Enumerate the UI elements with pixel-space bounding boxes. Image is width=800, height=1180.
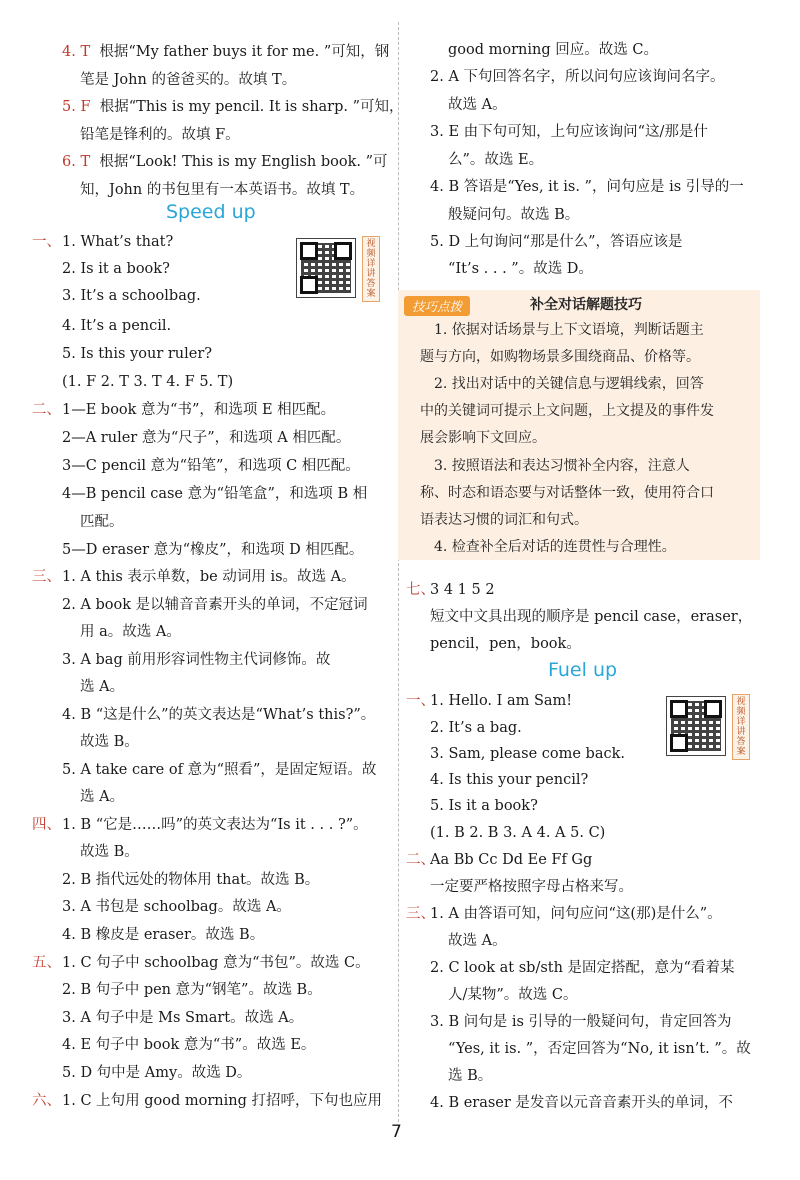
answer-5-line1: 5. F 根据“This is my pencil. It is sharp. ”可知， bbox=[62, 99, 404, 115]
f3-line: 人/某物”。故选 C。 bbox=[448, 987, 578, 1003]
answer-4-line2: 笔是 John 的爸爸买的。故填 T。 bbox=[80, 72, 297, 88]
s5-line: 2. B 句子中 pen 意为“钢笔”。故选 B。 bbox=[62, 982, 322, 998]
fuel-section-1-label: 一、 bbox=[406, 693, 435, 709]
answer-6-line2: 知，John 的书包里有一本英语书。故填 T。 bbox=[80, 182, 365, 198]
video-explain-label: 视频详讲答案 bbox=[732, 694, 750, 760]
section-3-label: 三、 bbox=[32, 569, 61, 585]
fuel-section-3-label: 三、 bbox=[406, 906, 435, 922]
f3-line: 选 B。 bbox=[448, 1068, 493, 1084]
s2-line: 5—D eraser 意为“橡皮”，和选项 D 相匹配。 bbox=[62, 542, 364, 558]
s3-line: 5. A take care of 意为“照看”，是固定短语。故 bbox=[62, 762, 377, 778]
qr-code-icon[interactable] bbox=[296, 238, 356, 298]
f1-line: 3. Sam, please come back. bbox=[430, 746, 625, 762]
answer-4-line1: 4. T 根据“My father buys it for me. ”可知，钢 bbox=[62, 44, 390, 60]
r7-line: pencil，pen，book。 bbox=[430, 636, 581, 652]
f3-line: “Yes, it is. ”，否定回答为“No, it isn’t. ”。故 bbox=[448, 1041, 751, 1057]
s1-line: 4. It’s a pencil. bbox=[62, 318, 172, 334]
r-line: 么”。故选 E。 bbox=[448, 152, 544, 168]
s5-line: 1. C 句子中 schoolbag 意为“书包”。故选 C。 bbox=[62, 955, 370, 971]
tips-badge: 技巧点拨 bbox=[404, 296, 470, 316]
r7-line: 3 4 1 5 2 bbox=[430, 582, 495, 598]
r-line: good morning 回应。故选 C。 bbox=[448, 42, 658, 58]
s4-line: 故选 B。 bbox=[80, 844, 139, 860]
s5-line: 4. E 句子中 book 意为“书”。故选 E。 bbox=[62, 1037, 316, 1053]
tip-line: 3. 按照语法和表达习惯补全内容，注意人 bbox=[434, 458, 690, 474]
f1-answer-key: (1. B 2. B 3. A 4. A 5. C) bbox=[430, 825, 606, 841]
tip-line: 展会影响下文回应。 bbox=[420, 430, 546, 446]
s2-line: 1—E book 意为“书”，和选项 E 相匹配。 bbox=[62, 402, 336, 418]
s1-answer-key: (1. F 2. T 3. T 4. F 5. T) bbox=[62, 374, 234, 390]
answer-5-line2: 铅笔是锋利的。故填 F。 bbox=[80, 127, 240, 143]
s2-line: 2—A ruler 意为“尺子”，和选项 A 相匹配。 bbox=[62, 430, 351, 446]
f3-line: 4. B eraser 是发音以元音音素开头的单词，不 bbox=[430, 1095, 733, 1111]
r-line: 般疑问句。故选 B。 bbox=[448, 207, 580, 223]
s1-line: 3. It’s a schoolbag. bbox=[62, 288, 201, 304]
r-line: 4. B 答语是“Yes, it is. ”，问句应是 is 引导的一 bbox=[430, 179, 744, 195]
s3-line: 2. A book 是以辅音音素开头的单词，不定冠词 bbox=[62, 597, 368, 613]
section-7-label: 七、 bbox=[406, 582, 435, 598]
tip-line: 题与方向，如购物场景多围绕商品、价格等。 bbox=[420, 349, 700, 365]
section-1-label: 一、 bbox=[32, 234, 61, 250]
f1-line: 4. Is this your pencil? bbox=[430, 772, 589, 788]
s3-line: 故选 B。 bbox=[80, 734, 139, 750]
qr-code-icon[interactable] bbox=[666, 696, 726, 756]
tip-line: 中的关键词可提示上文问题，上文提及的事件发 bbox=[420, 403, 714, 419]
s4-line: 1. B “它是……吗”的英文表达为“Is it . . . ?”。 bbox=[62, 817, 368, 833]
s5-line: 3. A 句子中是 Ms Smart。故选 A。 bbox=[62, 1010, 304, 1026]
section-5-label: 五、 bbox=[32, 955, 61, 971]
fuel-section-2-label: 二、 bbox=[406, 852, 435, 868]
tip-line: 称、时态和语态要与对话整体一致，使用符合口 bbox=[420, 485, 714, 501]
r7-line: 短文中文具出现的顺序是 pencil case，eraser， bbox=[430, 609, 753, 625]
speed-up-title: Speed up bbox=[166, 201, 256, 223]
tips-title: 补全对话解题技巧 bbox=[530, 297, 642, 313]
page-number: 7 bbox=[391, 1122, 402, 1142]
s4-line: 2. B 指代远处的物体用 that。故选 B。 bbox=[62, 872, 320, 888]
f1-line: 5. Is it a book? bbox=[430, 798, 538, 814]
f3-line: 故选 A。 bbox=[448, 933, 507, 949]
s3-line: 选 A。 bbox=[80, 679, 125, 695]
s5-line: 5. D 句中是 Amy。故选 D。 bbox=[62, 1065, 252, 1081]
s4-line: 3. A 书包是 schoolbag。故选 A。 bbox=[62, 899, 291, 915]
s3-line: 用 a。故选 A。 bbox=[80, 624, 181, 640]
s1-line: 5. Is this your ruler? bbox=[62, 346, 213, 362]
s2-line: 匹配。 bbox=[80, 514, 124, 530]
f1-line: 1. Hello. I am Sam! bbox=[430, 693, 573, 709]
r-line: 2. A 下句回答名字，所以问句应该询问名字。 bbox=[430, 69, 725, 85]
tips-box bbox=[398, 290, 760, 560]
s3-line: 4. B “这是什么”的英文表达是“What’s this?”。 bbox=[62, 707, 376, 723]
tip-line: 语表达习惯的词汇和句式。 bbox=[420, 512, 588, 528]
r-line: 3. E 由下句可知，上句应该询问“这/那是什 bbox=[430, 124, 708, 140]
r-line: 5. D 上句询问“那是什么”，答语应该是 bbox=[430, 234, 683, 250]
s2-line: 3—C pencil 意为“铅笔”，和选项 C 相匹配。 bbox=[62, 458, 360, 474]
s6-line: 1. C 上句用 good morning 打招呼，下句也应用 bbox=[62, 1093, 383, 1109]
s3-line: 1. A this 表示单数，be 动词用 is。故选 A。 bbox=[62, 569, 356, 585]
f2-line: Aa Bb Cc Dd Ee Ff Gg bbox=[430, 852, 593, 868]
f3-line: 3. B 问句是 is 引导的一般疑问句，肯定回答为 bbox=[430, 1014, 732, 1030]
s2-line: 4—B pencil case 意为“铅笔盒”，和选项 B 相 bbox=[62, 486, 368, 502]
r-line: 故选 A。 bbox=[448, 97, 507, 113]
f3-line: 2. C look at sb/sth 是固定搭配，意为“看着某 bbox=[430, 960, 735, 976]
tip-line: 1. 依据对话场景与上下文语境，判断话题主 bbox=[434, 322, 704, 338]
section-2-label: 二、 bbox=[32, 402, 61, 418]
video-explain-label: 视频详讲答案 bbox=[362, 236, 380, 302]
section-4-label: 四、 bbox=[32, 817, 61, 833]
column-divider bbox=[398, 22, 399, 1122]
f3-line: 1. A 由答语可知，问句应问“这(那)是什么”。 bbox=[430, 906, 722, 922]
s3-line: 选 A。 bbox=[80, 789, 125, 805]
answer-6-line1: 6. T 根据“Look! This is my English book. ”可 bbox=[62, 154, 388, 170]
r-line: “It’s . . . ”。故选 D。 bbox=[448, 261, 593, 277]
fuel-up-title: Fuel up bbox=[548, 659, 618, 681]
tip-line: 4. 检查补全后对话的连贯性与合理性。 bbox=[434, 539, 676, 555]
f2-line: 一定要严格按照字母占格来写。 bbox=[430, 879, 633, 895]
s3-line: 3. A bag 前用形容词性物主代词修饰。故 bbox=[62, 652, 331, 668]
f1-line: 2. It’s a bag. bbox=[430, 720, 522, 736]
s4-line: 4. B 橡皮是 eraser。故选 B。 bbox=[62, 927, 265, 943]
section-6-label: 六、 bbox=[32, 1093, 61, 1109]
tip-line: 2. 找出对话中的关键信息与逻辑线索，回答 bbox=[434, 376, 704, 392]
s1-line: 2. Is it a book? bbox=[62, 261, 170, 277]
s1-line: 1. What’s that? bbox=[62, 234, 174, 250]
